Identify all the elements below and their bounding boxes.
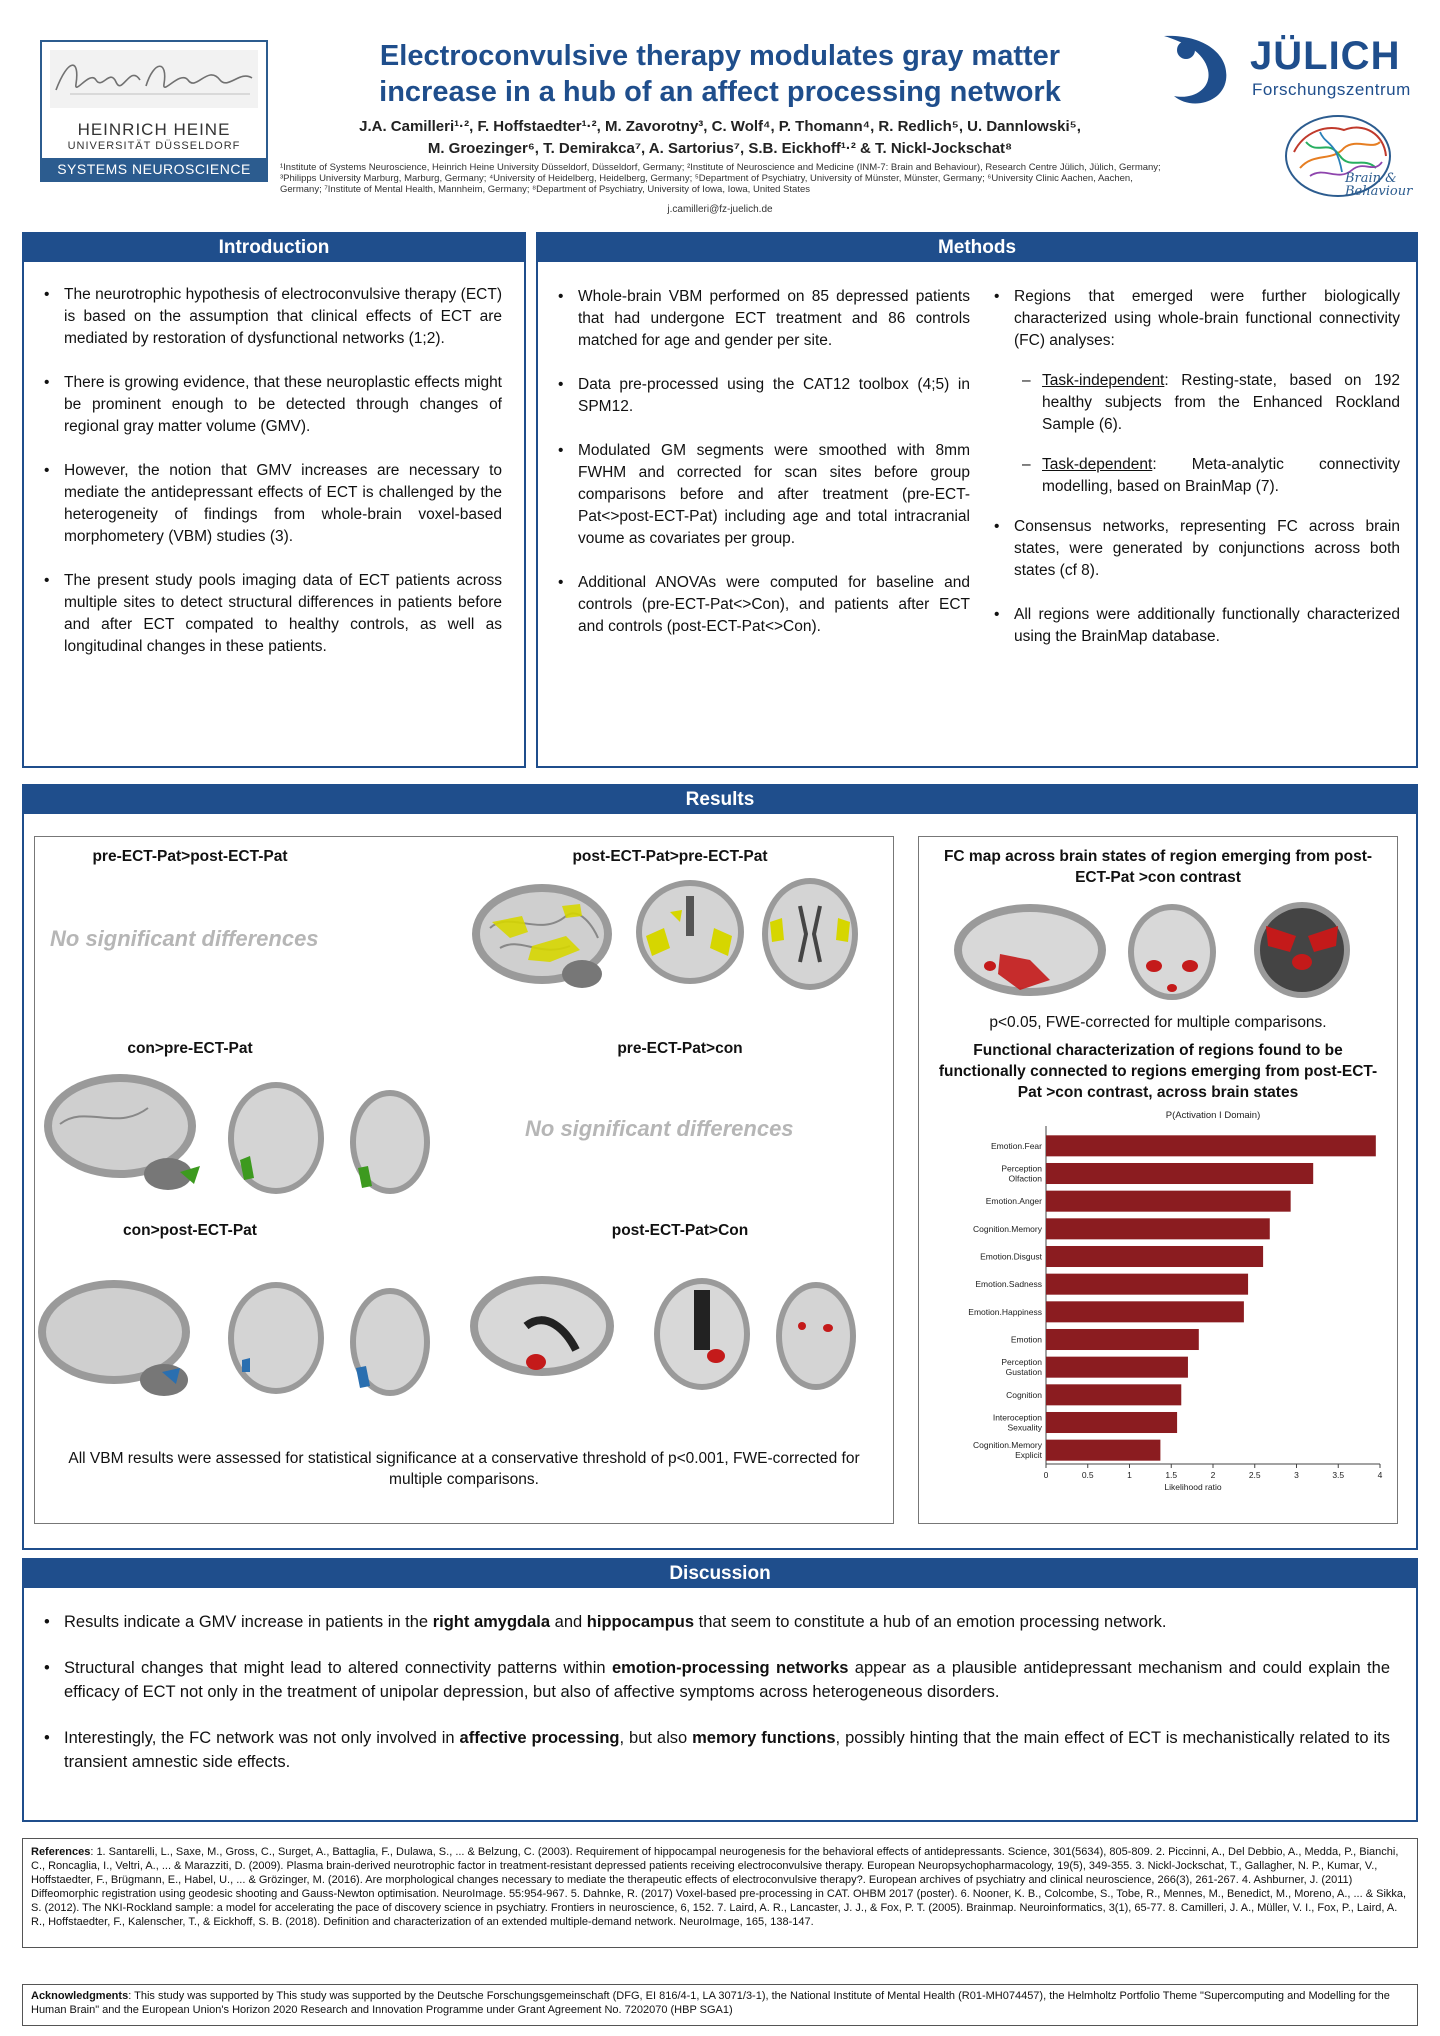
author-list: J.A. Camilleri¹·², F. Hoffstaedter¹·², M. Zavorotny³, C. Wolf⁴, P. Thomann⁴, R. Redlich⁵, U. Dannlowski⁵, M. Groezinger⁶, T. Demirakca⁷, A. Sartorius⁷, S.B. Eickhoff¹·² & T. Nickl-Jockschat⁸ — [359, 118, 1081, 157]
sagittal-brain-icon — [472, 884, 612, 988]
category-label: Sexuality — [1007, 1422, 1042, 1433]
brain-slices-post-gt-pre — [470, 876, 870, 996]
category-label: Interoception — [992, 1412, 1042, 1423]
results-heading: Results — [24, 786, 1416, 814]
category-label: Emotion.Fear — [990, 1140, 1042, 1151]
fc-map-slices — [950, 900, 1370, 1004]
fc-map-title: FC map across brain states of region emerging from post-ECT-Pat >con contrast — [943, 848, 1373, 886]
contrast-label: con>pre-ECT-Pat — [127, 1040, 253, 1057]
vbm-threshold-note: All VBM results were assessed for statistical significance at a conservative threshold of p<0.001, FWE-corrected for multiple comparisons. — [68, 1450, 860, 1488]
sagittal-brain-icon — [470, 1276, 614, 1376]
list-item: • Structural changes that might lead to altered connectivity patterns within emotion-processing networks appear as a plausible antidepressant mechanism and could explain the efficacy of ECT not only in the treatment of unipolar depression, but also of affective symptoms across heterogeneous disorders. — [36, 1656, 1390, 1704]
axial-brain-icon — [350, 1288, 430, 1396]
sagittal-brain-icon — [38, 1280, 190, 1396]
bar — [1046, 1440, 1160, 1461]
hhu-department: SYSTEMS NEUROSCIENCE — [42, 158, 266, 180]
julich-mark-icon — [1160, 30, 1246, 108]
x-tick-label: 0.5 — [1081, 1470, 1094, 1480]
no-significance-text: No significant differences — [525, 1116, 794, 1141]
x-axis-title: Likelihood ratio — [1164, 1482, 1222, 1492]
introduction-panel — [22, 232, 526, 768]
category-label: Cognition — [1006, 1389, 1042, 1400]
bar — [1046, 1191, 1291, 1212]
category-label: Cognition.Memory — [973, 1440, 1042, 1451]
bar — [1046, 1163, 1313, 1184]
x-tick-label: 4 — [1377, 1470, 1383, 1480]
list-item: • Regions that emerged were further biologically characterized using whole-brain functional connectivity (FC) analyses: – Task-independent: Resting-state, based on 192 healthy subjects from the Enhanced Rockland Sample (6). – Task-dependent: Meta-analytic connectivity modelling, based on BrainMap (7). — [986, 286, 1400, 498]
axial-brain-icon — [1254, 902, 1350, 998]
methods-right-list — [986, 286, 1400, 670]
signature-icon — [50, 50, 258, 108]
category-label: Perception — [1001, 1163, 1042, 1174]
list-item: • Additional ANOVAs were computed for baseline and controls (pre-ECT-Pat<>Con), and patients after ECT and controls (post-ECT-Pat<>Con). — [550, 572, 970, 638]
methods-panel — [536, 232, 1418, 768]
brain-slices-con-gt-pre — [40, 1068, 440, 1202]
category-label: Cognition.Memory — [973, 1223, 1042, 1234]
contrast-label: post-ECT-Pat>pre-ECT-Pat — [572, 848, 768, 865]
coronal-brain-icon — [1128, 904, 1216, 1000]
category-label: Explicit — [1015, 1450, 1042, 1461]
axial-brain-icon — [776, 1282, 856, 1390]
discussion-heading: Discussion — [24, 1560, 1416, 1588]
bar — [1046, 1274, 1248, 1295]
list-item: • The neurotrophic hypothesis of electroconvulsive therapy (ECT) is based on the assumption that clinical effects of ECT are mediated by restoration of dysfunctional networks (1;2). — [36, 284, 502, 350]
contrast-label: pre-ECT-Pat>post-ECT-Pat — [92, 848, 288, 865]
contrast-label: post-ECT-Pat>Con — [611, 1222, 749, 1239]
x-tick-label: 2.5 — [1248, 1470, 1261, 1480]
list-item: • Interestingly, the FC network was not only involved in affective processing, but also memory functions, possibly hinting that the main effect of ECT is mechanistically related to its transient amnestic side effects. — [36, 1726, 1390, 1774]
bar — [1046, 1301, 1244, 1322]
likelihood-ratio-bar-chart — [930, 1104, 1390, 1514]
bar — [1046, 1357, 1188, 1378]
introduction-list — [24, 262, 524, 658]
bar — [1046, 1135, 1376, 1156]
category-label: Emotion.Happiness — [968, 1306, 1042, 1317]
introduction-heading: Introduction — [24, 234, 524, 262]
acknowledgments: Acknowledgments: This study was supported by This study was supported by the Deutsche Forschungsgemeinschaft (DFG, EI 816/4-1, LA 3071/3-1), the National Institute of Mental Health (R01-MH074457), the Helmholtz Portfolio Theme "Supercomputing and Modelling for the Human Brain" and the European Union's Horizon 2020 Research and Innovation Programme under Grant Agreement No. 7202070 (HBP SGA1) — [22, 1984, 1418, 2026]
x-tick-label: 1 — [1127, 1470, 1132, 1480]
brain-slices-con-gt-post — [30, 1276, 440, 1406]
list-item: • Consensus networks, representing FC across brain states, were generated by conjunctions across both states (cf 8). — [986, 516, 1400, 582]
bar — [1046, 1329, 1199, 1350]
bar — [1046, 1412, 1177, 1433]
bar — [1046, 1384, 1181, 1405]
list-item: • Results indicate a GMV increase in patients in the right amygdala and hippocampus that seem to constitute a hub of an emotion processing network. — [36, 1610, 1390, 1634]
x-tick-label: 1.5 — [1165, 1470, 1178, 1480]
sagittal-brain-icon — [44, 1074, 200, 1190]
fc-threshold-note: p<0.05, FWE-corrected for multiple comparisons. — [989, 1014, 1327, 1031]
axial-brain-icon — [762, 878, 858, 990]
brain-slices-post-gt-con — [466, 1270, 876, 1400]
list-item: • There is growing evidence, that these neuroplastic effects might be prominent enough to be detected through changes of regional gray matter volume (GMV). — [36, 372, 502, 438]
coronal-brain-icon — [228, 1282, 324, 1394]
functional-characterization-title: Functional characterization of regions found to be functionally connected to regions emerging from post-ECT-Pat >con contrast, across brain states — [938, 1042, 1378, 1101]
list-item: • Data pre-processed using the CAT12 toolbox (4;5) in SPM12. — [550, 374, 970, 418]
julich-wordmark: JÜLICH — [1250, 34, 1401, 78]
discussion-panel — [22, 1558, 1418, 1822]
sagittal-brain-icon — [954, 904, 1106, 996]
contrast-label: pre-ECT-Pat>con — [617, 1040, 743, 1057]
methods-heading: Methods — [538, 234, 1416, 262]
list-item: • However, the notion that GMV increases are necessary to mediate the antidepressant effects of ECT is challenged by the heterogeneity of findings from whole-brain voxel-based morphometery (VBM) studies (3). — [36, 460, 502, 548]
axial-brain-icon — [350, 1090, 430, 1194]
list-item: • The present study pools imaging data of ECT patients across multiple sites to detect structural differences in patients before and after ECT compated to healthy controls, as well as longitudinal changes in these patients. — [36, 570, 502, 658]
category-label: Perception — [1001, 1357, 1042, 1368]
poster-title: Electroconvulsive therapy modulates gray matter increase in a hub of an affect processing network — [379, 40, 1061, 108]
contrast-label: con>post-ECT-Pat — [123, 1222, 257, 1239]
julich-subtitle: Forschungszentrum — [1252, 80, 1411, 99]
list-item: – Task-dependent: Meta-analytic connectivity modelling, based on BrainMap (7). — [986, 454, 1400, 498]
hhu-university: UNIVERSITÄT DÜSSELDORF — [67, 140, 241, 152]
category-label: Emotion.Disgust — [980, 1251, 1042, 1262]
coronal-brain-icon — [228, 1082, 324, 1194]
affiliations: ¹Institute of Systems Neuroscience, Heinrich Heine University Düsseldorf, Düsseldorf, Germany; ²Institute of Neuroscience and Medicine (INM-7: Brain and Behaviour), Research Centre Jülich, Jülich, Germany; ³Philipps University Marburg, Marburg, Germany; ⁴University of Heidelberg, Heidelberg, Germany; ⁵Department of Psychiatry, University of Münster, Münster, Germany; ⁶University Clinic Aachen, Aachen, Germany; ⁷Institute of Mental Health, Mannheim, Germany; ⁸Department of Psychiatry, University of Iowa, Iowa, United States — [280, 162, 1161, 195]
category-label: Emotion.Anger — [985, 1196, 1042, 1207]
x-tick-label: 3 — [1294, 1470, 1299, 1480]
list-item: • Modulated GM segments were smoothed with 8mm FWHM and corrected for scan sites before group comparisons before and after treatment (pre-ECT-Pat<>post-ECT-Pat) including age and total intracranial voume as covariates per group. — [550, 440, 970, 550]
julich-logo — [1160, 30, 1420, 110]
hhu-name: HEINRICH HEINE — [77, 120, 231, 139]
contact-email: j.camilleri@fz-juelich.de — [667, 204, 773, 215]
bar — [1046, 1218, 1270, 1239]
category-label: Olfaction — [1008, 1173, 1042, 1184]
coronal-brain-icon — [636, 880, 744, 984]
list-item: • All regions were additionally functionally characterized using the BrainMap database. — [986, 604, 1400, 648]
methods-sublist — [986, 370, 1400, 498]
discussion-list — [24, 1588, 1416, 1774]
category-label: Gustation — [1005, 1367, 1042, 1378]
list-item: – Task-independent: Resting-state, based on 192 healthy subjects from the Enhanced Rockland Sample (6). — [986, 370, 1400, 436]
methods-left-list — [550, 286, 970, 660]
coronal-brain-icon — [654, 1278, 750, 1390]
list-item: • Whole-brain VBM performed on 85 depressed patients that had undergone ECT treatment and 86 controls matched for age and gender per site. — [550, 286, 970, 352]
brain-behaviour-text: Brain & Behaviour — [1345, 171, 1413, 199]
category-label: Emotion — [1010, 1334, 1042, 1345]
category-label: Emotion.Sadness — [975, 1279, 1042, 1290]
x-tick-label: 3.5 — [1332, 1470, 1345, 1480]
x-tick-label: 2 — [1210, 1470, 1216, 1480]
x-tick-label: 0 — [1043, 1470, 1049, 1480]
hhu-logo — [40, 40, 268, 182]
no-significance-text: No significant differences — [50, 926, 319, 951]
bar — [1046, 1246, 1263, 1267]
references: References: 1. Santarelli, L., Saxe, M., Gross, C., Surget, A., Battaglia, F., Dulawa, S., ... & Belzung, C. (2003). Requirement of hippocampal neurogenesis for the behavioral effects of antidepressants. Science, 301(5634), 805-809. 2. Piccinni, A., Del Debbio, A., Medda, P., Bianchi, C., Roncaglia, I., Veltri, A., ... & Marazziti, D. (2009). Plasma brain-derived neurotrophic factor in treatment-resistant depressed patients receiving electroconvulsive therapy. European Neuropsychopharmacology, 19(5), 349-355. 3. Nickl-Jockschat, T., Gallagher, N. P., Kumar, V., Hoffstaedter, F., Brügmann, E., Habel, U., ... & Grözinger, M. (2016). Are morphological changes necessary to mediate the therapeutic effects of electroconvulsive therapy?. European archives of psychiatry and clinical neuroscience, 266(3), 261-267. 4. Ashburner, J. (2011) Diffeomorphic registration using geodesic shooting and Gauss-Newton optimisation. NeuroImage. 55:954-967. 5. Dahnke, R. (2017) Voxel-based pre-processing in CAT. OHBM 2017 (poster). 6. Nooner, K. B., Colcombe, S., Tobe, R., Mennes, M., Benedict, M., Moreno, A., ... & Sikka, S. (2012). The NKI-Rockland sample: a model for accelerating the pace of discovery science in psychiatry. Frontiers in neuroscience, 6, 152. 7. Laird, A. R., Lancaster, J. J., & Fox, P. T. (2005). Brainmap. Neuroinformatics, 3(1), 65-77. 8. Camilleri, J. A., Müller, V. I., Fox, P., Laird, A. R., Hoffstaedter, F., Kalenscher, T., & Eickhoff, S. B. (2018). Definition and characterization of an extended multiple-demand network. NeuroImage, 165, 138-147. — [22, 1838, 1418, 1948]
chart-title: P(Activation I Domain) — [1165, 1110, 1261, 1121]
